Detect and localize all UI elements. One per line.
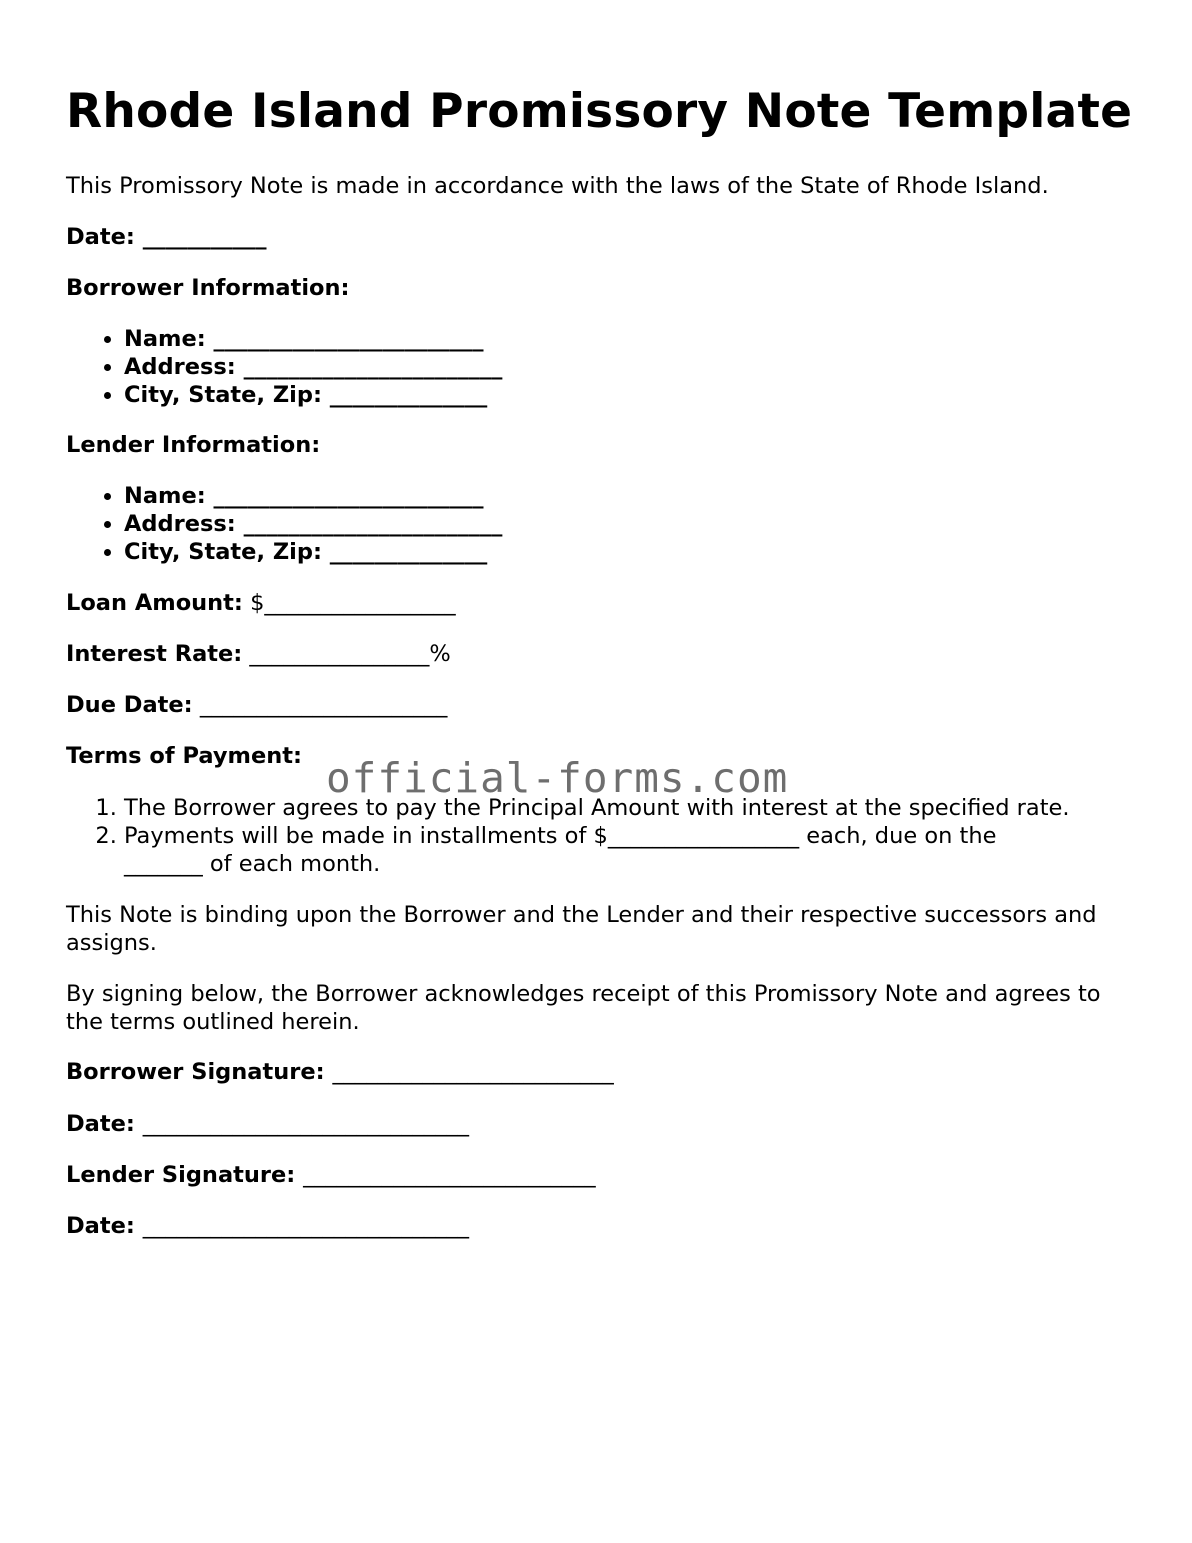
borrower-address-field: • Address: _______________________ [124,353,502,381]
lender-city-state-zip-field: • City, State, Zip: ______________ [124,538,502,566]
lender-address-field: • Address: _______________________ [124,510,502,538]
page-title: Rhode Island Promissory Note Template [66,84,1133,139]
lender-date-label: Date: [66,1213,135,1239]
acknowledge-text: By signing below, the Borrower acknowledges receipt of this Promissory Note and agrees to the terms outlined herein. [66,981,1101,1035]
borrower-city-state-zip-field: • City, State, Zip: ______________ [124,381,502,409]
terms-item-1: 1. The Borrower agrees to pay the Principal Amount with interest at the specified rate. [124,794,1126,822]
due-date-value: ______________________ [199,692,448,718]
borrower-signature-line: _________________________ [332,1059,614,1085]
lender-date-line: _____________________________ [142,1213,469,1239]
borrower-name-field: • Name: ________________________ [124,325,502,353]
lender-signature-field [66,1161,596,1189]
borrower-heading: Borrower Information: [66,275,350,301]
due-date-field [66,691,447,719]
terms-item-2: 2. Payments will be made in installments of $_________________ each, due on the _______ of each month. [124,822,1044,878]
lender-heading: Lender Information: [66,432,321,458]
due-date-label: Due Date: [66,692,193,718]
intro-text: This Promissory Note is made in accordance with the laws of the State of Rhode Island. [66,173,1049,199]
borrower-signature-field [66,1058,614,1086]
lender-date-field [66,1212,469,1240]
borrower-signature-label: Borrower Signature: [66,1059,325,1085]
borrower-date-label: Date: [66,1111,135,1137]
interest-rate-value: ________________% [249,641,451,667]
borrower-fields-list [66,325,502,409]
lender-signature-label: Lender Signature: [66,1162,296,1188]
binding-text: This Note is binding upon the Borrower and the Lender and their respective successors and assigns. [66,902,1097,956]
lender-signature-line: __________________________ [303,1162,596,1188]
borrower-date-line: _____________________________ [142,1111,469,1137]
loan-amount-value: $_________________ [250,590,456,616]
loan-amount-field [66,589,456,617]
lender-fields-list [66,482,502,566]
terms-list [66,794,1126,878]
loan-amount-label: Loan Amount: [66,590,243,616]
interest-rate-field [66,640,451,668]
borrower-date-field [66,1110,469,1138]
watermark-text: official-forms.com [326,754,789,802]
interest-rate-label: Interest Rate: [66,641,243,667]
lender-name-field: • Name: ________________________ [124,482,502,510]
terms-heading: Terms of Payment: [66,743,302,769]
date-field: Date: ___________ [66,224,267,250]
